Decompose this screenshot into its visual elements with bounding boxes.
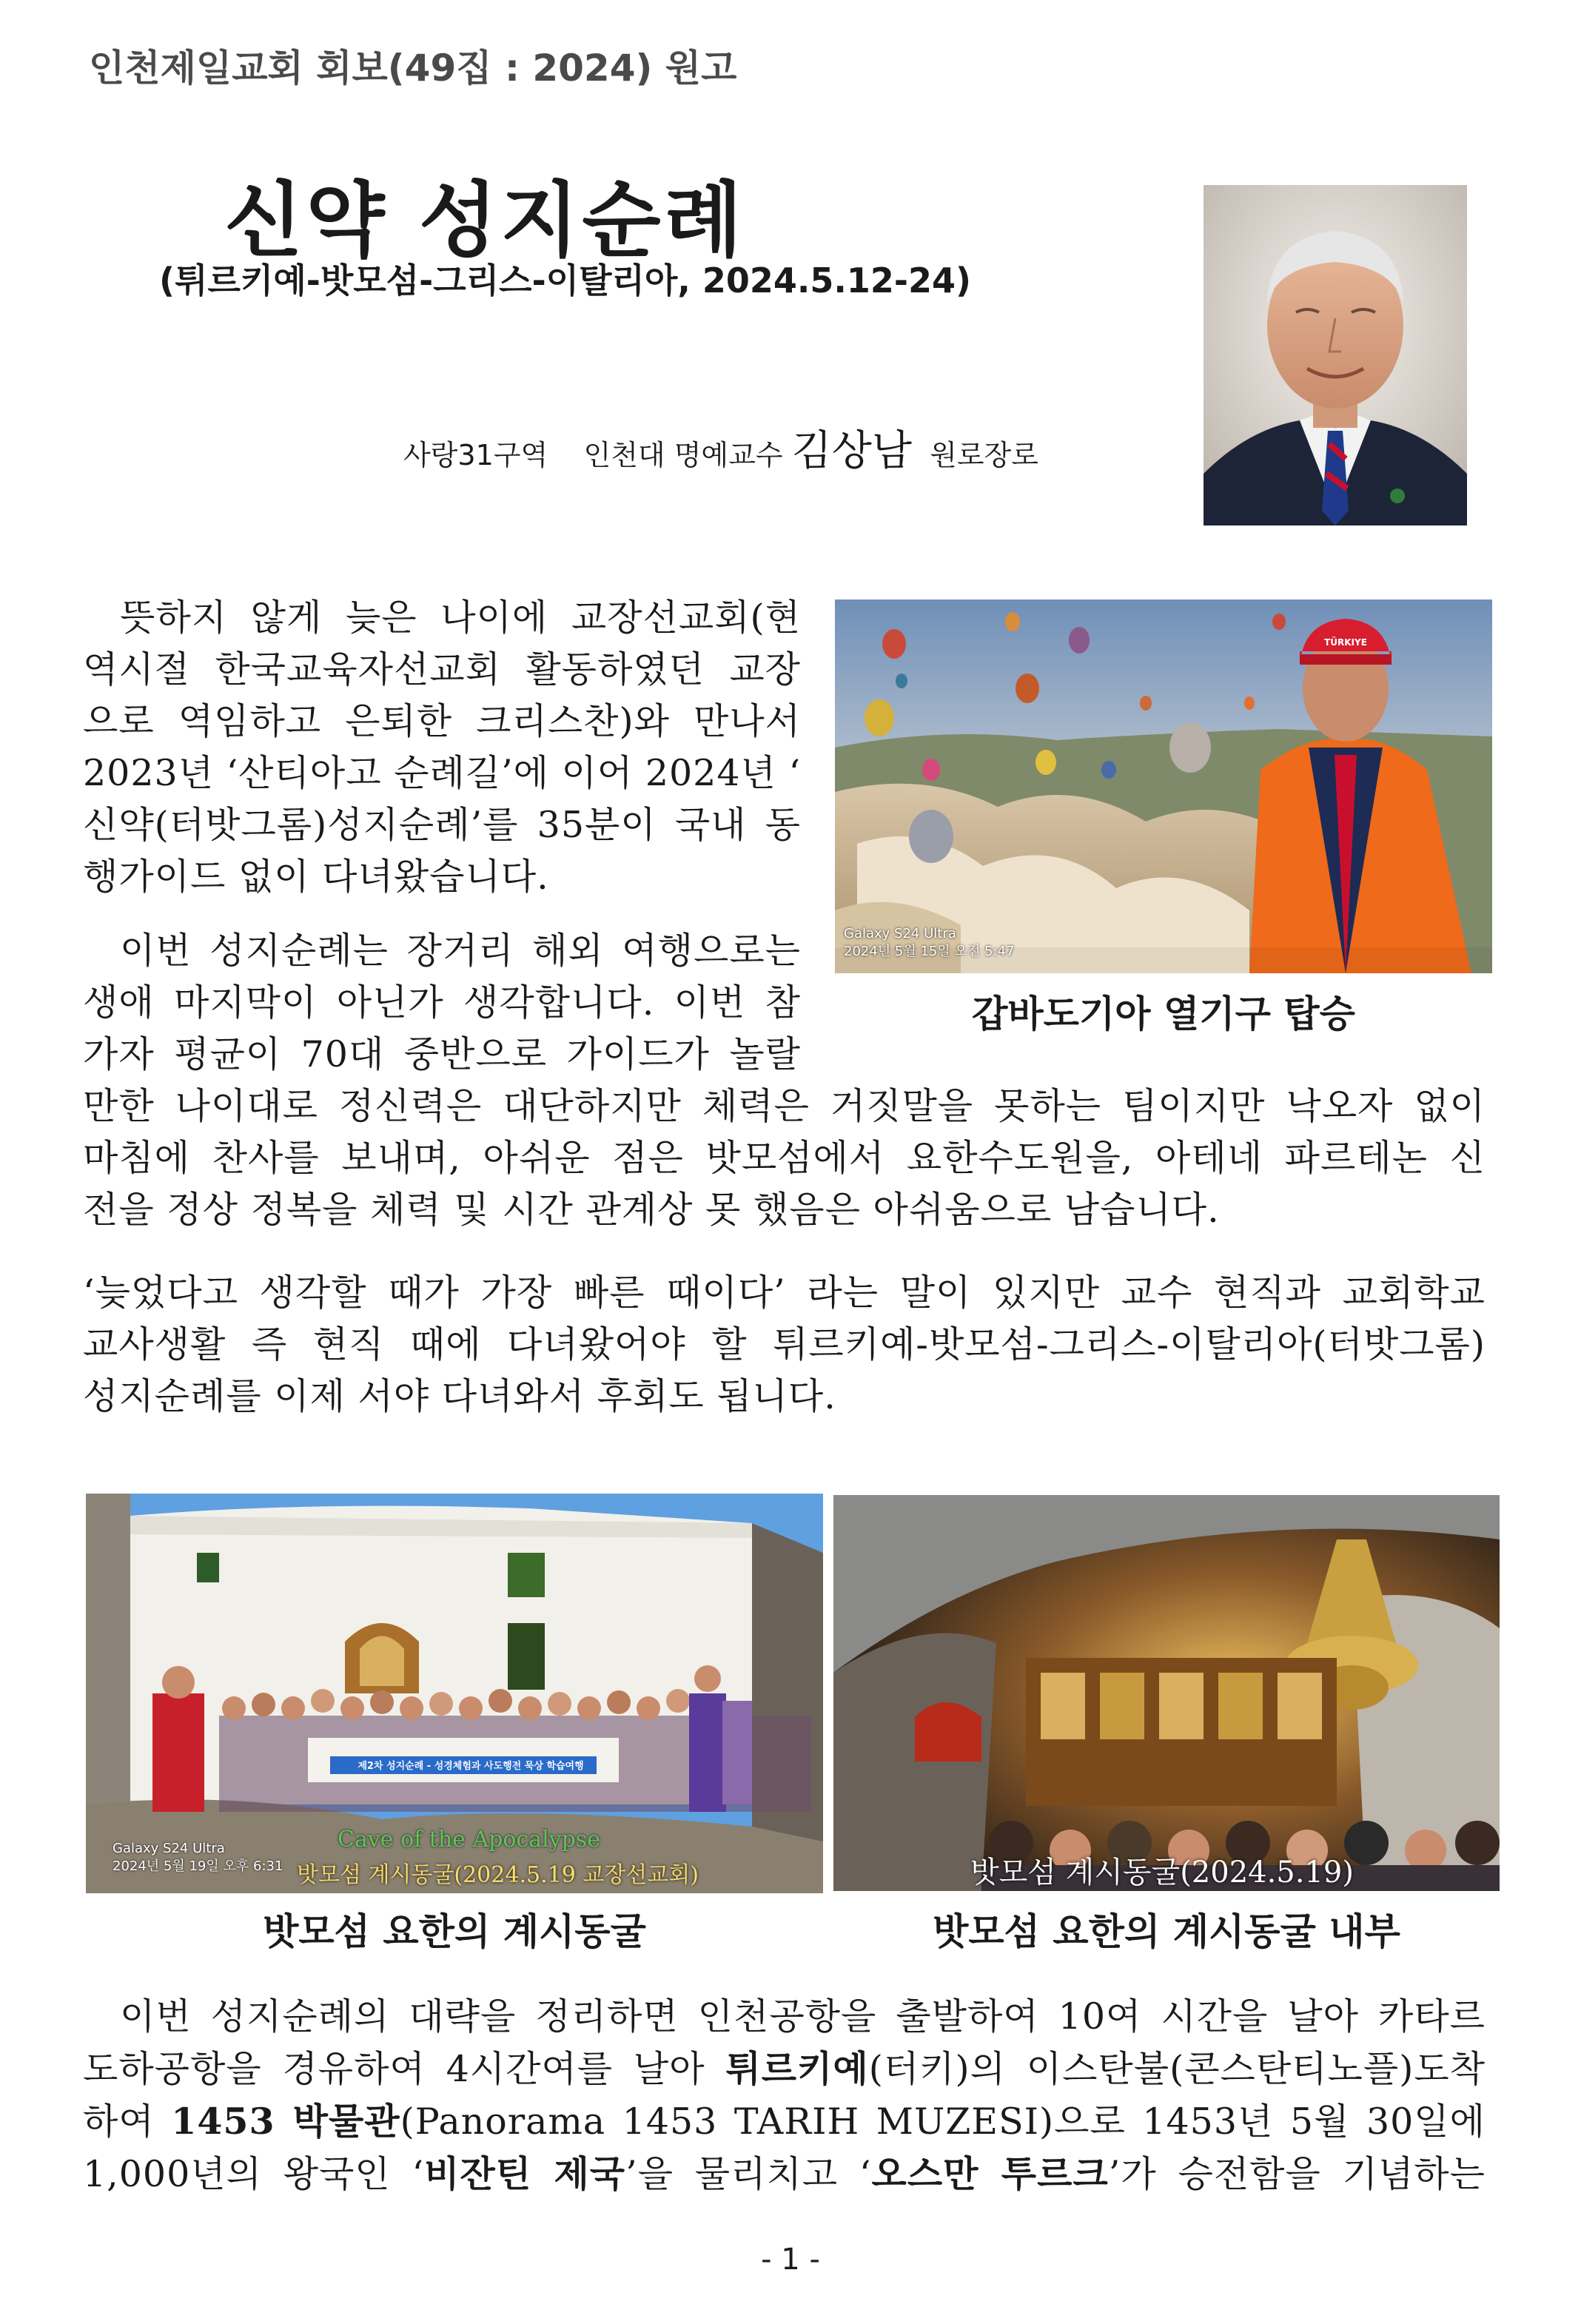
photo-cappadocia-balloon	[835, 600, 1492, 973]
bold-term: 1453 박물관	[171, 2100, 400, 2143]
text-line: 성지순례를 이제 서야 다녀와서 후회도 됩니다.	[83, 1375, 836, 1417]
camera-model: Galaxy S24 Ultra	[844, 926, 956, 941]
article-title: 신약 성지순례	[224, 173, 745, 268]
text-line: 2023년 ‘산티아고 순례길’에 이어 2024년 ‘	[83, 752, 802, 794]
bold-term: 오스만 투르크	[871, 2152, 1109, 2195]
photo-cave-interior	[833, 1495, 1500, 1891]
text-line: 이번 성지순례는 장거리 해외 여행으로는	[120, 930, 801, 972]
text-line: 전을 정상 정복을 체력 및 시간 관계상 못 했음은 아쉬움으로 남습니다.	[83, 1189, 1220, 1231]
page-number: - 1 -	[761, 2243, 820, 2277]
paragraph-2	[83, 925, 801, 1081]
text-line: 으로 역임하고 은퇴한 크리스찬)와 만나서	[83, 700, 801, 742]
overlay-yellow-text: 밧모섬 계시동굴(2024.5.19 교장선교회)	[297, 1862, 699, 1888]
text-span: (터키)의 이스탄불(콘스탄티노플)도착	[868, 2048, 1486, 2090]
text-line: ‘늦었다고 생각할 때가 가장 빠른 때이다’ 라는 말이 있지만 교수 현직과 교회학교	[83, 1272, 1486, 1314]
text-line	[83, 2095, 1486, 2148]
overlay-green-text: Cave of the Apocalypse	[338, 1827, 600, 1853]
iconostasis	[1026, 1658, 1337, 1806]
text-span: 1,000년의 왕국인 ‘	[83, 2153, 425, 2195]
overlay-white-text: 밧모섬 계시동굴(2024.5.19)	[970, 1855, 1354, 1890]
paragraph-4	[83, 1991, 1486, 2200]
text-line: 역시절 한국교육자선교회 활동하였던 교장	[83, 648, 801, 691]
bold-term: 비잔틴 제국	[424, 2152, 626, 2195]
bulletin-header: 인천제일교회 회보(49집 : 2024) 원고	[89, 47, 737, 90]
text-line: 생애 마지막이 아닌가 생각합니다. 이번 참	[83, 981, 801, 1024]
text-line: 신약(터밧그롬)성지순례’를 35분이 국내 동	[83, 804, 801, 846]
text-line: 뜻하지 않게 늦은 나이에 교장선교회(현	[120, 597, 801, 639]
paragraph-1	[83, 592, 801, 903]
photo-timestamp: 2024년 5월 19일 오후 6:31	[113, 1858, 283, 1874]
author-affiliation: 인천대 명예교수	[583, 439, 783, 471]
camera-model: Galaxy S24 Ultra	[113, 1841, 225, 1856]
bold-term: 튀르키예	[725, 2047, 869, 2090]
author-role: 원로장로	[930, 439, 1038, 471]
camera-stamp	[844, 925, 1014, 961]
text-span: (Panorama 1453 TARIH MUZESI)으로 1453년 5월 30일에	[400, 2100, 1486, 2143]
text-line: 이번 성지순례의 대략을 정리하면 인천공항을 출발하여 10여 시간을 날아 카타르	[120, 1995, 1486, 2038]
group-banner: 제2차 성지순례 - 성경체험과 사도행전 묵상 학습여행	[358, 1761, 584, 1772]
author-portrait	[1204, 185, 1467, 525]
caption-photo-3: 밧모섬 요한의 계시동굴 내부	[933, 1910, 1400, 1953]
text-line: 가자 평균이 70대 중반으로 가이드가 놀랄	[83, 1033, 801, 1075]
author-district: 사랑31구역	[403, 439, 548, 471]
caption-photo-1: 갑바도기아 열기구 탑승	[972, 993, 1355, 1035]
text-span: ’을 물리치고 ‘	[625, 2153, 872, 2195]
text-span: ’가 승전함을 기념하는	[1108, 2153, 1486, 2195]
text-span: 도하공항을 경유하여 4시간여를 날아	[83, 2048, 726, 2090]
text-line: 만한 나이대로 정신력은 대단하지만 체력은 거짓말을 못하는 팀이지만 낙오자 없이	[83, 1085, 1486, 1127]
text-line	[83, 2148, 1486, 2200]
text-span: 하여	[83, 2100, 172, 2143]
text-line: 마침에 찬사를 보내며, 아쉬운 점은 밧모섬에서 요한수도원을, 아테네 파르테논 신	[83, 1137, 1486, 1179]
author-name: 김상남	[791, 427, 912, 475]
author-byline	[403, 418, 1038, 477]
photo-patmos-group	[86, 1494, 823, 1893]
text-line	[83, 2043, 1486, 2095]
text-line: 행가이드 없이 다녀왔습니다.	[83, 856, 549, 898]
article-subtitle: (튀르키예-밧모섬-그리스-이탈리아, 2024.5.12-24)	[159, 261, 972, 300]
paragraph-2-continued	[83, 1081, 1486, 1236]
caption-photo-2: 밧모섬 요한의 계시동굴	[263, 1910, 646, 1953]
paragraph-3	[83, 1267, 1486, 1423]
camera-stamp	[113, 1840, 283, 1875]
photo-timestamp: 2024년 5월 15일 오전 5:47	[844, 944, 1015, 959]
cap-text: TÜRKIYE	[1324, 637, 1367, 648]
text-line: 교사생활 즉 현직 때에 다녀왔어야 할 튀르키예-밧모섬-그리스-이탈리아(터밧그롬)	[83, 1323, 1486, 1366]
